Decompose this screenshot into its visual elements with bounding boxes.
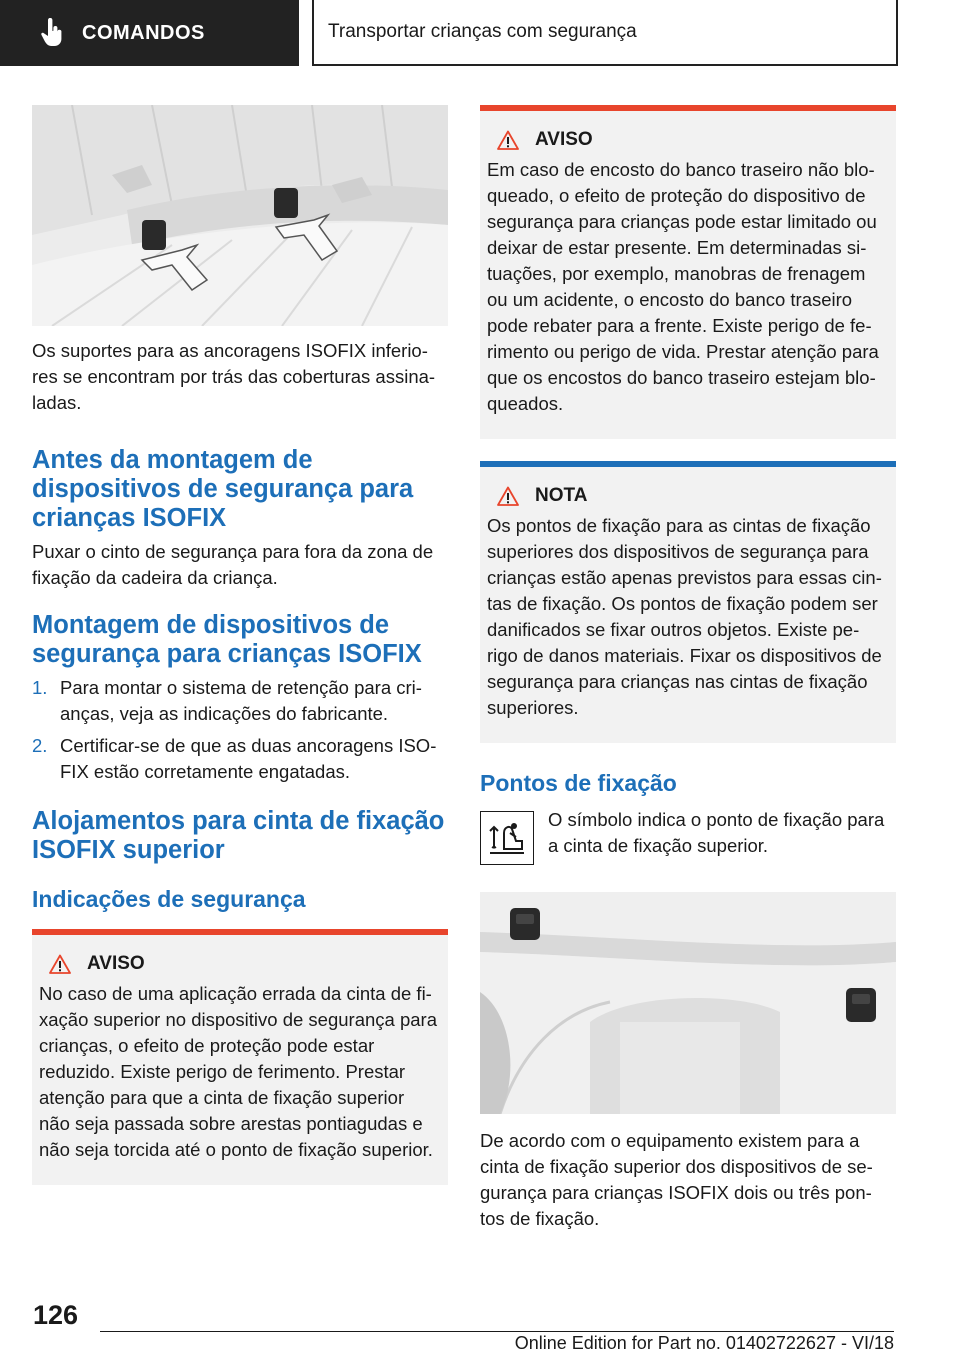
heading-top-tether: Alojamentos para cinta de fixação ISOFIX superior (32, 807, 445, 864)
section-tab (0, 0, 299, 66)
warning-box (32, 929, 448, 1185)
note-label: NOTA (535, 485, 588, 506)
section-label: COMANDOS (82, 21, 205, 44)
warning-text: Em caso de encosto do banco traseiro não blo-queado, o efeito de proteção do dispositivo de segurança para crianças pode estar limitado ou deixar de estar presente. Em determinadas si-tuações, por exemplo, manobras de frenagem ou um acidente, o encosto do banco traseiro pode rebater para a frente. Existe perigo de fe-rimento ou perigo de vida. Prestar atenção para que os encostos do banco traseiro estejam blo-queados. (487, 159, 879, 414)
right-column (480, 105, 896, 1232)
anchor-symbol-row (480, 807, 896, 865)
edition-info: Online Edition for Part no. 01402722627 - VI/18 (514, 1333, 894, 1353)
subheading-anchor-points: Pontos de fixação (480, 770, 677, 796)
photo-caption: Os suportes para as ancoragens ISOFIX inferio-res se encontram por trás das coberturas assina-ladas. (32, 340, 436, 413)
warning-triangle-icon (49, 954, 71, 974)
symbol-description: O símbolo indica o ponto de fixação para a cinta de fixação superior. (548, 809, 885, 856)
hand-pointer-icon (40, 18, 64, 48)
warning-triangle-icon (497, 486, 519, 506)
heading-before-mounting: Antes da montagem de dispositivos de segurança para crianças ISOFIX (32, 446, 414, 532)
isofix-seat-photo (32, 105, 448, 326)
anchor-point-icon (480, 811, 534, 865)
warning-label: AVISO (87, 953, 145, 974)
note-text: Os pontos de fixação para as cintas de fixação superiores dos dispositivos de segurança para crianças estão apenas previstos para essas cin-tas de fixação. Os pontos de fixação podem ser danificados se fixar outros objetos. Existe pe-rigo de danos materiais. Fixar os dispositivos de segurança para crianças nas cintas de fixação superiores. (487, 515, 882, 718)
paragraph-pull-belt: Puxar o cinto de segurança para fora da zona de fixação da cadeira da criança. (32, 541, 434, 588)
left-column (32, 105, 448, 1185)
paragraph-anchor-count: De acordo com o equipamento existem para a cinta de fixação superior dos dispositivos de se-gurança para crianças ISOFIX dois ou três pon-tos de fixação. (480, 1130, 873, 1229)
footer-divider (100, 1331, 894, 1332)
mounting-steps (32, 675, 448, 785)
heading-mounting: Montagem de dispositivos de segurança para crianças ISOFIX (32, 611, 422, 668)
list-item: 1. Para montar o sistema de retenção para cri-anças, veja as indicações do fabricante. (32, 677, 422, 724)
chapter-header (312, 0, 898, 66)
warning-triangle-icon (497, 130, 519, 150)
page-number: 126 (33, 1300, 79, 1330)
warning-box (480, 105, 896, 439)
list-item: 2. Certificar-se de que as duas ancoragens ISO-FIX estão corretamente engatadas. (32, 735, 437, 782)
chapter-title: Transportar crianças com segurança (328, 21, 637, 42)
warning-text: No caso de uma aplicação errada da cinta de fi-xação superior no dispositivo de segurança para crianças, o efeito de proteção pode estar reduzido. Existe perigo de ferimento. Prestar atenção para que a cinta de fixação superior não seja passada sobre arestas pontiagudas e não seja torcida até o ponto de fixação superior. (39, 983, 437, 1160)
note-box (480, 461, 896, 743)
warning-label: AVISO (535, 129, 593, 150)
subheading-safety: Indicações de segurança (32, 886, 306, 912)
anchor-points-photo (480, 892, 896, 1114)
